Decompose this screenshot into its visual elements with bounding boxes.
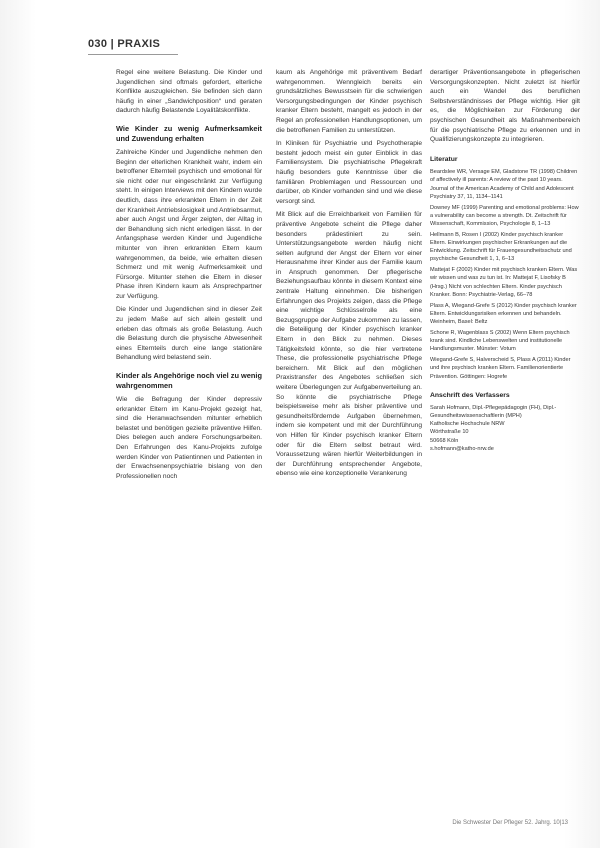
- author-email: s.hofmann@katho-nrw.de: [430, 445, 494, 452]
- reference-item: Schone R, Wagenblass S (2002) Wenn Eltern psychisch krank sind. Kindliche Lebenswelten und institutionelle Handlungsmuster. Münster: Votum: [430, 330, 570, 353]
- page-footer: Die Schwester Der Pfleger 52. Jahrg. 10|13: [452, 820, 568, 826]
- author-line: Wörthstraße 10: [430, 429, 469, 436]
- paragraph: Die Kinder und Jugendlichen sind in dieser Zeit zu jedem Maße auf sich allein gestellt und erleben das oftmals als große Belastung. Auch die Belastung durch die physische Abwesenheit eines Elternteils durch eine lange stationäre Behandlung wird belastend sein.: [116, 306, 262, 362]
- paragraph: derartiger Präventionsangebote in pflegerischen Versorgungskonzepten. Nicht zuletzt ist hierfür auch ein Wandel des beruflichen Selbstverständnisses der Pflege wichtig. Hier gilt es, die Möglichkeiten zur Förderung der psychischen Gesundheit als Maßnahmenbereich für die psychiatrische Pflege zu erkennen und in Qualifizierungskonzepte zu integrieren.: [430, 69, 580, 144]
- text-column-1: [116, 68, 262, 485]
- header-rule: [88, 54, 178, 55]
- reference-item: Downey MF (1999) Parenting and emotional problems: How a vulnerability can become a strength. Dt. Zeitschrift für Wissenschaft, Kommission, Psychologie 8, 1–13: [430, 204, 579, 227]
- references-heading: Literatur: [430, 155, 458, 163]
- paragraph: Mit Blick auf die Erreichbarkeit von Familien für präventive Angebote scheint die Pflege daher besonders prädestiniert zu sein. Unterstützungsangebote werden häufig nicht selten aufgrund der Angst der Eltern vor einer Herausnahme ihrer Kinder aus der Familie kaum in Anspruch genommen. Der pflegerische Beziehungsaufbau könnte in diesem Kontext eine zentrale Haltung einnehmen. Die bisherigen Erfahrungen des Projekts zeigen, dass die Pflege eine wichtige Schlüsselrolle als eine Bezugsgruppe der Aufgabe zukommen zu lassen, die Beteiligung der Kinder psychisch kranker Eltern in den Blick zu nehmen. Dieses Tätigkeitsfeld könnte, so die hier vertretene These, die professionelle psychiatrische Pflege bereichern. Mit Blick auf den möglichen Praxistransfer des Angebotes schließen sich weitere Überlegungen zur Aufgabenverteilung an. So könnte die psychiatrische Pflege beispielsweise mehr als bisher präventive und gesundheitsfördernde Aufgaben übernehmen, indem sie kompetent und mit der Durchführung von Hilfen für Kinder psychisch kranker Eltern oder für die Eltern selbst betraut wird. Voraussetzung wären hierfür Weiterbildungen in der Durchführung entsprechender Angebote, ebenso wie eine konzeptionelle Verankerung: [276, 211, 422, 478]
- author-line: 50668 Köln: [430, 437, 459, 444]
- reference-item: Hellmann B, Rosen I (2002) Kinder psychisch kranker Eltern. Einwirkungen psychischer Erkrankungen auf die Entwicklung. Zeitschrift für Frauengesundheitsschutz und psychische Gesundheit 1, 1, 6–13: [430, 232, 572, 263]
- page-header: 030 | PRAXIS: [88, 38, 161, 50]
- paragraph: Regel eine weitere Belastung. Die Kinder und Jugendlichen sind oftmals gefordert, elterliche Konflikte auszugleichen. Sie befinden sich dann häufig in einer „Sandwichposition“ und geraten dadurch häufig Belastende Loyalitätskonflikte.: [116, 69, 262, 115]
- section-heading: Kinder als Angehörige noch viel zu wenig wahrgenommen: [116, 371, 262, 391]
- author-line: Katholische Hochschule NRW: [430, 421, 505, 428]
- section-heading: Wie Kinder zu wenig Aufmerksamkeit und Zuwendung erhalten: [116, 123, 262, 143]
- text-column-2: [276, 68, 422, 483]
- paragraph: Wie die Befragung der Kinder depressiv erkrankter Eltern im Kanu-Projekt gezeigt hat, sind die Heranwachsenden mitunter erheblich belastet und benötigen gezielte präventive Hilfen. Dies belegen auch andere Forschungsarbeiten. Den Erfahrungen des Kanu-Projekts zufolge werden Kinder von Patientinnen und Patienten in der Erwachsenenpsychiatrie bislang von den Professionellen noch: [116, 396, 262, 480]
- reference-item: Wiegand-Grefe S, Halverscheid S, Plass A (2011) Kinder und ihre psychisch kranken Eltern. Familienorientierte Prävention. Göttingen: Hogrefe: [430, 357, 571, 380]
- reference-item: Beardslee WR, Versage EM, Gladstone TR (1998) Children of affectively ill parents: A review of the past 10 years. Journal of the American Academy of Child and Adolescent Psychiatry 37, 11, 1134–1141: [430, 169, 578, 200]
- author-line: Sarah Hofmann, Dipl.-Pflegepädagogin (FH), Dipl.-Gesundheitswissenschaftlerin (MPH): [430, 405, 557, 420]
- reference-item: Mattejat F (2002) Kinder mit psychisch kranken Eltern. Was wir wissen und was zu tun ist. In: Mattejat F, Lisofsky B (Hrsg.) Nicht von schlechten Eltern. Kinder psychisch Kranker. Bonn: Psychiatrie-Verlag, 66–78: [430, 267, 578, 298]
- paragraph: Zahlreiche Kinder und Jugendliche nehmen den Beginn der elterlichen Krankheit wahr, indem ein betroffener Elternteil psychisch und emotional für sie nicht oder nur eingeschränkt zur Verfügung steht. In einigen Interviews mit den Kindern wurde deutlich, dass ihre erkrankten Eltern in der Zeit der Krankheit Antriebslosigkeit und Antriebsarmut, aber auch Angst und Ärger zeigten, der Alltag in der Behandlung sich nicht erledigen lässt. In der Anfangsphase werden Kinder und Jugendliche mitunter von ihren erkrankten Eltern kaum wahrgenommen, da beide, wie erhalten diesen Schmerz und mit wenig Aufmerksamkeit und Fürsorge. Mitunter stehen die Eltern in dieser Phase ihren Kindern kaum als Ansprechpartner zur Verfügung.: [116, 148, 262, 300]
- text-column-3: [430, 68, 580, 453]
- author-address: [430, 404, 580, 453]
- paragraph: kaum als Angehörige mit präventivem Bedarf wahrgenommen. Wenngleich bereits ein grundsätzliches Bewusstsein für die schwierigen Versorgungsbedingungen der Kinder psychisch kranker Eltern besteht, mangelt es jedoch in der Regel an professionellen Handlungsoptionen, um die betroffenen Familien zu unterstützen.: [276, 69, 422, 134]
- reference-item: Plass A, Wiegand-Grefe S (2012) Kinder psychisch kranker Eltern. Entwicklungsrisiken erkennen und behandeln. Weinheim, Basel: Beltz: [430, 302, 577, 325]
- paragraph: In Kliniken für Psychiatrie und Psychotherapie besteht jedoch meist ein guter Einblick in das Familiensystem. Die psychiatrische Pflegekraft häufig besonders gute Kenntnisse über die familiären Problemlagen und Ressourcen und darüber, ob Kinder vorhanden sind und wie diese versorgt sind.: [276, 140, 422, 205]
- reference-list: [430, 168, 580, 380]
- author-heading: Anschrift des Verfassers: [430, 391, 510, 399]
